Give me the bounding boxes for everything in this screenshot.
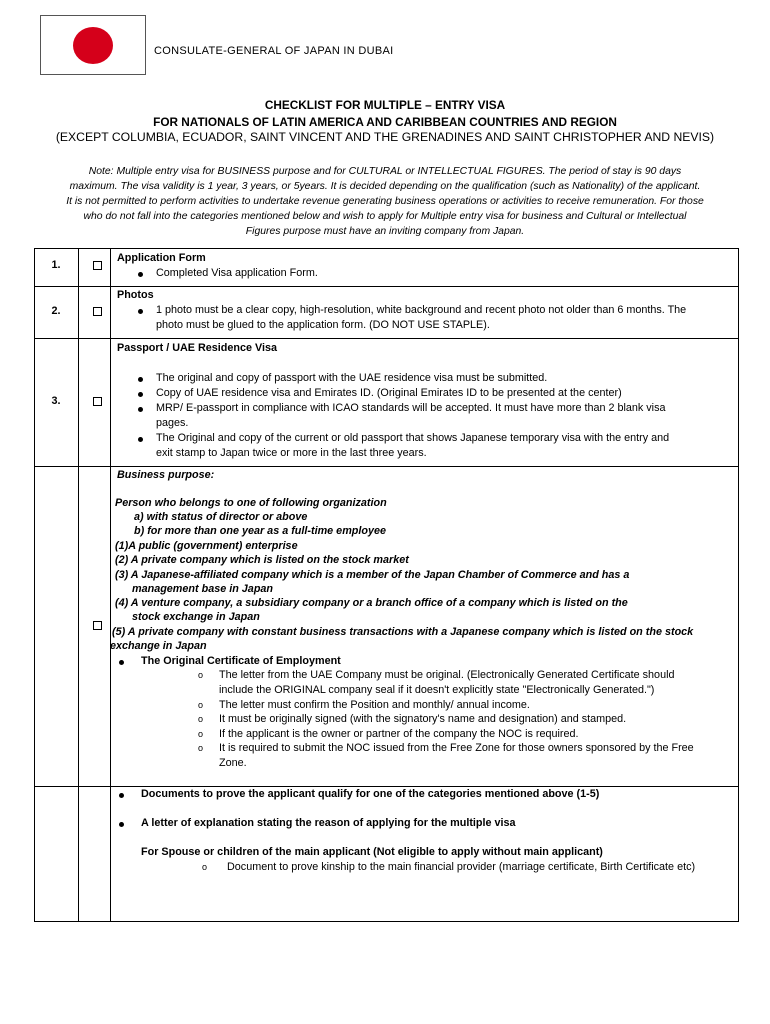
- checklist-table: [34, 248, 739, 922]
- checkbox[interactable]: [93, 621, 102, 630]
- list-item: Copy of UAE residence visa and Emirates ID. (Original Emirates ID to be presented at the center): [156, 387, 622, 399]
- org-line: (3) A Japanese-affiliated company which is a member of the Japan Chamber of Commerce and has a: [115, 569, 630, 581]
- spouse-heading: For Spouse or children of the main applicant (Not eligible to apply without main applicant): [141, 846, 603, 858]
- circle-bullet-icon: o: [198, 700, 204, 710]
- col-divider: [78, 248, 79, 922]
- org-line: Person who belongs to one of following organization: [115, 497, 387, 509]
- checkbox[interactable]: [93, 307, 102, 316]
- list-item: The original and copy of passport with the UAE residence visa must be submitted.: [156, 372, 548, 384]
- note-line: It is not permitted to perform activities to undertake revenue generating business operations or activities to receive remuneration. For those: [66, 196, 704, 207]
- row-number: 1.: [51, 259, 61, 271]
- org-line: exchange in Japan: [110, 640, 207, 652]
- row-heading: Application Form: [117, 252, 206, 264]
- org-line: management base in Japan: [132, 583, 274, 595]
- sub-item: Zone.: [219, 757, 247, 769]
- row-divider: [34, 248, 739, 249]
- circle-bullet-icon: o: [198, 670, 204, 680]
- row-divider: [34, 921, 739, 922]
- row-heading: Passport / UAE Residence Visa: [117, 342, 278, 354]
- title-line-1: CHECKLIST FOR MULTIPLE – ENTRY VISA: [264, 98, 506, 112]
- bullet-icon: [138, 407, 143, 412]
- note: [34, 164, 736, 239]
- checkbox[interactable]: [93, 261, 102, 270]
- row-heading: Photos: [117, 289, 154, 301]
- bullet-icon: [138, 377, 143, 382]
- org-line: a) with status of director or above: [134, 511, 308, 523]
- note-line: who do not fall into the categories mentioned below and wish to apply for Multiple entry visa for business and Cultural or Intellectual: [83, 211, 687, 222]
- title-line-2: FOR NATIONALS OF LATIN AMERICA AND CARIBBEAN COUNTRIES AND REGION: [153, 115, 617, 129]
- list-item: exit stamp to Japan twice or more in the last three years.: [156, 447, 427, 459]
- org-line: (1)A public (government) enterprise: [115, 540, 298, 552]
- org-line: (2) A private company which is listed on the stock market: [115, 554, 409, 566]
- bullet-icon: [119, 660, 124, 665]
- sub-item: It must be originally signed (with the signatory's name and designation) and stamped.: [219, 713, 627, 725]
- sub-item: If the applicant is the owner or partner of the company the NOC is required.: [219, 728, 579, 740]
- circle-bullet-icon: o: [198, 729, 204, 739]
- list-item: pages.: [156, 417, 189, 429]
- note-line: maximum. The visa validity is 1 year, 3 years, or 5years. It is decided depending on the qualification (such as Nationality) of the applicant.: [69, 181, 701, 192]
- bullet-icon: [119, 822, 124, 827]
- sub-item: It is required to submit the NOC issued from the Free Zone for those owners sponsored by the Free: [219, 742, 694, 754]
- bullet-icon: [119, 793, 124, 798]
- japan-flag: [40, 15, 146, 75]
- circle-bullet-icon: o: [198, 743, 204, 753]
- org-line: (5) A private company with constant business transactions with a Japanese company which is listed on the stock: [112, 626, 694, 638]
- bullet-icon: [138, 392, 143, 397]
- col-divider: [34, 248, 35, 922]
- bullet-icon: [138, 272, 143, 277]
- sub-item: The letter from the UAE Company must be original. (Electronically Generated Certificate should: [219, 669, 675, 681]
- org-line: (4) A venture company, a subsidiary company or a branch office of a company which is listed on the: [115, 597, 628, 609]
- row-number: 2.: [51, 305, 61, 317]
- sub-item: include the ORIGINAL company seal if it doesn't explicitly state "Electronically Generated."): [219, 684, 655, 696]
- title-line-3: (EXCEPT COLUMBIA, ECUADOR, SAINT VINCENT AND THE GRENADINES AND SAINT CHRISTOPHER AND NEVIS): [55, 130, 715, 144]
- sub-item: Document to prove kinship to the main financial provider (marriage certificate, Birth Certificate etc): [227, 861, 696, 873]
- circle-bullet-icon: o: [202, 862, 208, 872]
- row-divider: [34, 466, 739, 467]
- row-heading: Business purpose:: [117, 469, 215, 481]
- checkbox[interactable]: [93, 397, 102, 406]
- row-number: 3.: [51, 395, 61, 407]
- col-divider: [738, 248, 739, 922]
- row-divider: [34, 338, 739, 339]
- certificate-heading: The Original Certificate of Employment: [141, 655, 341, 667]
- row-divider: [34, 286, 739, 287]
- col-divider: [110, 248, 111, 922]
- list-item: Completed Visa application Form.: [156, 267, 318, 279]
- sub-item: The letter must confirm the Position and monthly/ annual income.: [219, 699, 530, 711]
- org-line: stock exchange in Japan: [132, 611, 260, 623]
- flag-sun-disc: [73, 27, 113, 64]
- list-item: photo must be glued to the application form. (DO NOT USE STAPLE).: [156, 319, 490, 331]
- org-line: b) for more than one year as a full-time employee: [134, 525, 386, 537]
- note-line: Figures purpose must have an inviting company from Japan.: [245, 226, 525, 237]
- circle-bullet-icon: o: [198, 714, 204, 724]
- note-line: Note: Multiple entry visa for BUSINESS purpose and for CULTURAL or INTELLECTUAL FIGURES. The period of stay is 90 days: [88, 166, 682, 177]
- list-item: MRP/ E-passport in compliance with ICAO standards will be accepted. It must have more than 2 blank visa: [156, 402, 666, 414]
- list-item: The Original and copy of the current or old passport that shows Japanese temporary visa with the entry and: [156, 432, 670, 444]
- consulate-name: CONSULATE-GENERAL OF JAPAN IN DUBAI: [154, 45, 394, 57]
- list-item: 1 photo must be a clear copy, high-resolution, white background and recent photo not older than 6 months. The: [156, 304, 687, 316]
- docs-item: Documents to prove the applicant qualify for one of the categories mentioned above (1-5): [141, 788, 600, 800]
- letter-item: A letter of explanation stating the reason of applying for the multiple visa: [141, 817, 516, 829]
- bullet-icon: [138, 309, 143, 314]
- bullet-icon: [138, 437, 143, 442]
